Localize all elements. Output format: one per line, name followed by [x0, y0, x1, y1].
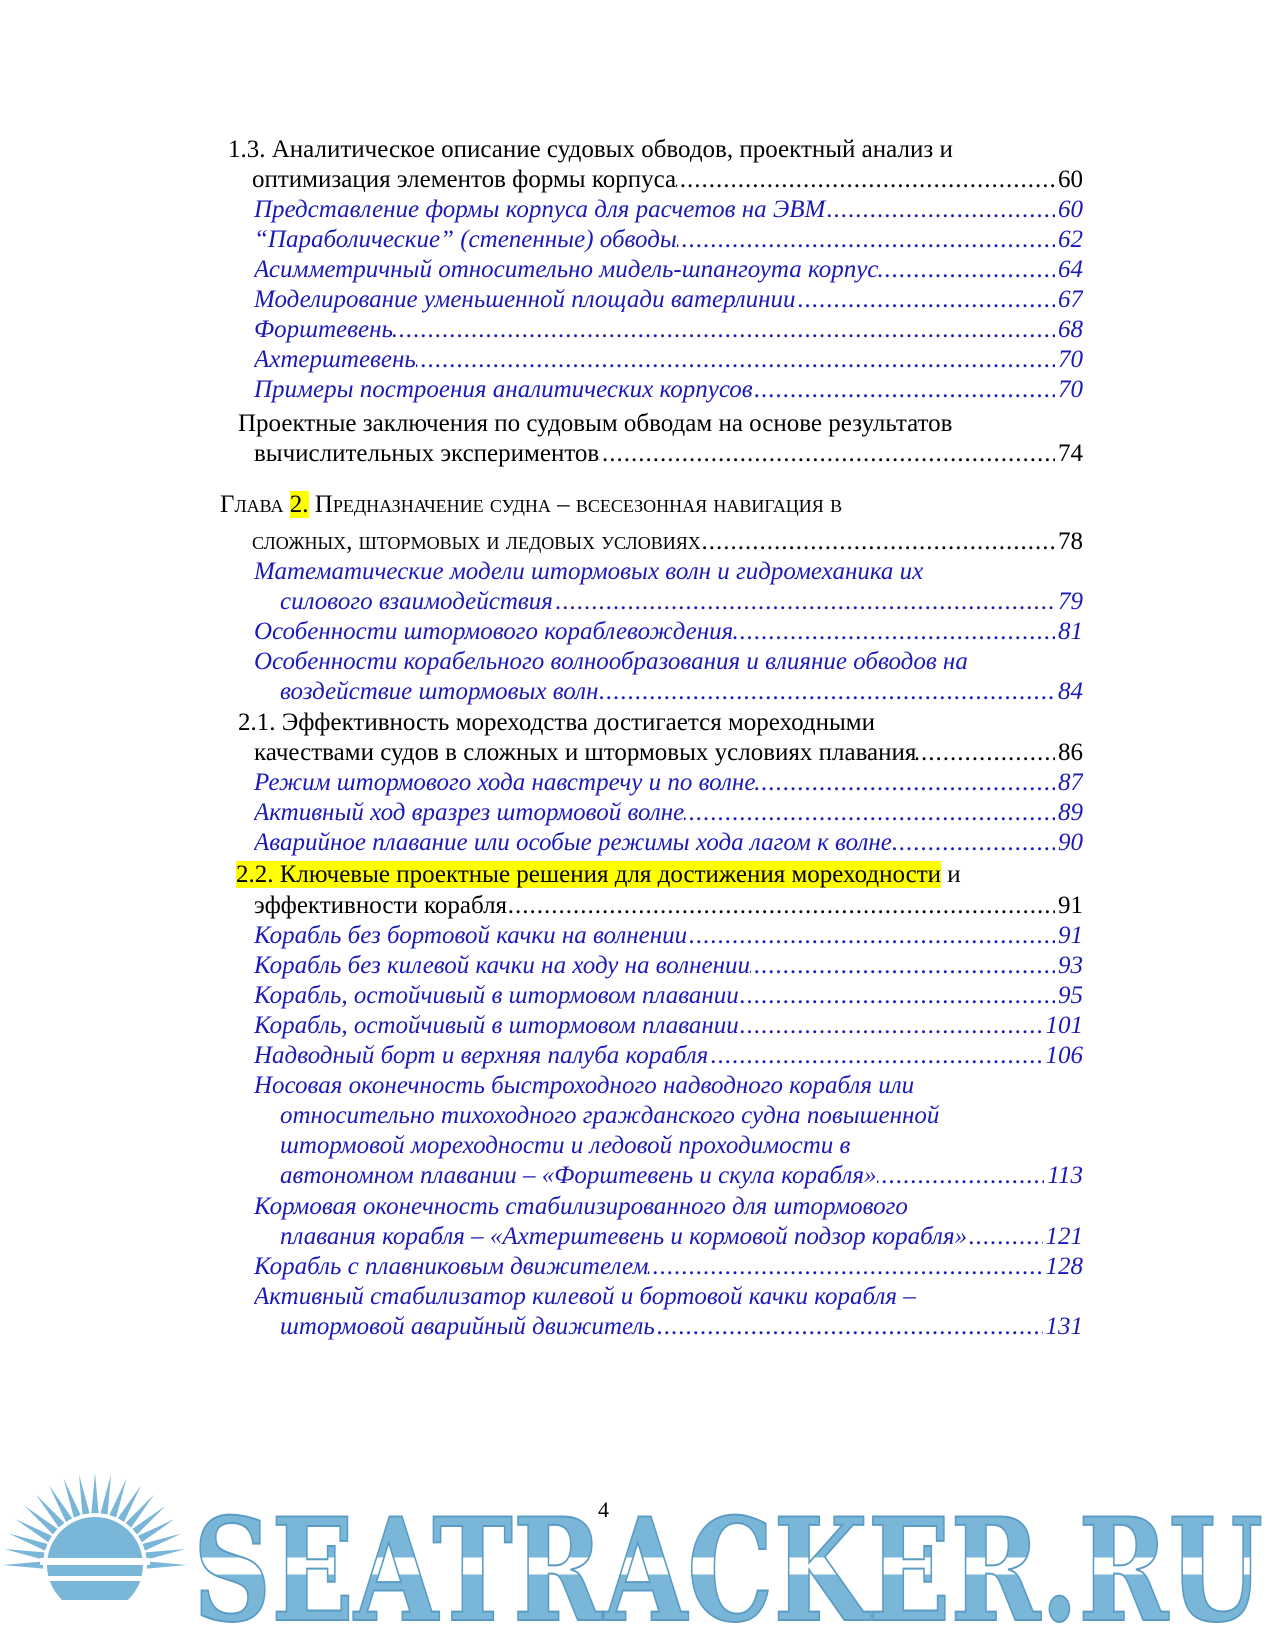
- chapter-title-initial: П: [314, 491, 333, 518]
- toc-entry[interactable]: [254, 1251, 1083, 1283]
- toc-entry[interactable]: [254, 254, 1083, 286]
- toc-entry-title: штормовой аварийный движитель: [280, 1313, 655, 1340]
- toc-entry[interactable]: [254, 284, 1083, 316]
- toc-entry-title: “Параболические” (степенные) обводы: [254, 226, 677, 253]
- toc-entry[interactable]: [254, 950, 1083, 982]
- toc-page-number: 67: [1055, 284, 1083, 316]
- toc-entry-title: качествами судов в сложных и штормовых условиях плавания: [254, 739, 917, 766]
- toc-page-number: 60: [1055, 194, 1083, 226]
- toc-entry-title: штормовой мореходности и ледовой проходимости в: [280, 1132, 851, 1159]
- toc-entry[interactable]: [254, 224, 1083, 256]
- sun-ray: [3, 1561, 43, 1568]
- toc-entry-title: Корабль без килевой качки на ходу на волнении: [254, 952, 750, 979]
- toc-entry[interactable]: [254, 767, 1083, 799]
- toc-page-number: 68: [1055, 314, 1083, 346]
- toc-entry-title: автономном плавании – «Форштевень и скула корабля»: [280, 1162, 877, 1189]
- toc-page-number: 106: [1043, 1040, 1084, 1072]
- toc-entry[interactable]: [254, 344, 1083, 376]
- page-number: 4: [598, 1497, 609, 1522]
- toc-entry[interactable]: [280, 676, 1083, 708]
- toc-entry[interactable]: [280, 1160, 1083, 1192]
- highlighted-section-title: 2.2. Ключевые проектные решения для достижения мореходности: [236, 861, 942, 888]
- seatracker-watermark: [0, 1440, 1275, 1650]
- toc-page-number: 95: [1055, 980, 1083, 1012]
- toc-entry-title: Носовая оконечность быстроходного надводного корабля или: [254, 1072, 915, 1099]
- toc-entry[interactable]: [238, 408, 1083, 440]
- toc-entry[interactable]: [254, 1070, 1083, 1102]
- toc-page-number: 78: [1055, 526, 1083, 558]
- toc-entry-title: Корабль, остойчивый в штормовом плавании: [254, 1012, 739, 1039]
- toc-entry[interactable]: [254, 1281, 1083, 1313]
- toc-page-number: 91: [1055, 890, 1083, 922]
- toc-page-number: 62: [1055, 224, 1083, 256]
- toc-page-number: 101: [1043, 1010, 1084, 1042]
- toc-entry-title: [220, 491, 842, 518]
- toc-entry-title: Примеры построения аналитических корпусов: [254, 376, 753, 403]
- toc-entry-title: Режим штормового хода навстречу и по волне: [254, 769, 756, 796]
- toc-page-number: 89: [1055, 797, 1083, 829]
- toc-entry[interactable]: [280, 1100, 1083, 1132]
- toc-page-number: 91: [1055, 920, 1083, 952]
- toc-entry-title: Надводный борт и верхняя палуба корабля: [254, 1042, 709, 1069]
- toc-entry[interactable]: [254, 1191, 1083, 1223]
- toc-page-number: 70: [1055, 344, 1083, 376]
- toc-entry[interactable]: [236, 859, 1083, 891]
- sun-ray: [100, 1474, 111, 1514]
- sun-ray: [145, 1549, 185, 1560]
- toc-entry-title: Асимметричный относительно мидель-шпангоута корпус: [254, 256, 879, 283]
- toc-entry[interactable]: [280, 1311, 1083, 1343]
- toc-page-number: 84: [1055, 676, 1083, 708]
- toc-entry-title: плавания корабля – «Ахтерштевень и кормовой подзор корабля»: [280, 1223, 968, 1250]
- sun-ray: [79, 1474, 90, 1514]
- toc-entry[interactable]: [254, 980, 1083, 1012]
- toc-entry[interactable]: [254, 1010, 1083, 1042]
- toc-entry-title: Активный ход вразрез штормовой волне: [254, 799, 685, 826]
- watermark-text: SEATRACKER.RU: [193, 1488, 1263, 1650]
- toc-entry[interactable]: [254, 827, 1083, 859]
- toc-page-number: 64: [1055, 254, 1083, 286]
- toc-entry[interactable]: [254, 890, 1083, 922]
- sun-ray: [126, 1495, 155, 1528]
- toc-page-number: 128: [1043, 1251, 1084, 1283]
- toc-page-number: 90: [1055, 827, 1083, 859]
- toc-entry-title: Математические модели штормовых волн и гидромеханика их: [254, 558, 924, 585]
- sun-ray: [36, 1495, 65, 1528]
- toc-entry[interactable]: [254, 616, 1083, 648]
- toc-entry-title: Активный стабилизатор килевой и бортовой качки корабля –: [254, 1283, 916, 1310]
- toc-page-number: 79: [1055, 586, 1083, 618]
- toc-page-number: 70: [1055, 374, 1083, 406]
- section-title-rest: и: [941, 861, 961, 888]
- toc-entry[interactable]: [254, 646, 1083, 678]
- toc-entry[interactable]: [254, 314, 1083, 346]
- toc-entry-title: эффективности корабля: [254, 892, 508, 919]
- toc-page-number: 60: [1055, 164, 1083, 196]
- toc-entry-title: сложных, штормовых и ледовых условиях: [252, 528, 701, 555]
- toc-entry[interactable]: [254, 438, 1083, 470]
- toc-entry-title: силового взаимодействия: [280, 588, 553, 615]
- toc-page-number: 86: [1055, 737, 1083, 769]
- toc-entry-title: вычислительных экспериментов: [254, 440, 600, 467]
- toc-entry-title: Особенности корабельного волнообразования и влияние обводов на: [254, 648, 968, 675]
- toc-page-number: 121: [1043, 1221, 1084, 1253]
- sun-logo-icon: [0, 1473, 190, 1650]
- sun-ray: [132, 1506, 165, 1535]
- sun-ray: [147, 1561, 187, 1568]
- chapter-label: Глава: [220, 491, 284, 518]
- sun-ray: [25, 1506, 58, 1535]
- toc-entry-title: 1.3. Аналитическое описание судовых обводов, проектный анализ и: [228, 136, 953, 163]
- toc-entry[interactable]: [280, 1221, 1083, 1253]
- toc-entry-title: Форштевень: [254, 316, 393, 343]
- toc-entry-title: Проектные заключения по судовым обводам на основе результатов: [238, 410, 953, 437]
- toc-entry-title: Особенности штормового кораблевождения: [254, 618, 734, 645]
- toc-entry-title: Корабль с плавниковым движителем: [254, 1253, 649, 1280]
- toc-entry[interactable]: [254, 737, 1083, 769]
- toc-entry[interactable]: [280, 1130, 1083, 1162]
- toc-page-number: 131: [1043, 1311, 1084, 1343]
- toc-entry[interactable]: [220, 489, 1083, 521]
- chapter-title: редназначение судна – всесезонная навигация в: [332, 491, 843, 518]
- toc-entry[interactable]: [254, 374, 1083, 406]
- toc-page-number: 81: [1055, 616, 1083, 648]
- toc-entry-title: оптимизация элементов формы корпуса: [252, 166, 677, 193]
- toc-entry-title: Представление формы корпуса для расчетов на ЭВМ: [254, 196, 826, 223]
- toc-page-number: 113: [1044, 1160, 1083, 1192]
- toc-page-number: 93: [1055, 950, 1083, 982]
- toc-entry[interactable]: [238, 707, 1083, 739]
- toc-entry-title: [236, 861, 961, 888]
- toc-entry[interactable]: [280, 586, 1083, 618]
- toc-entry-title: Корабль без бортовой качки на волнении: [254, 922, 688, 949]
- toc-entry[interactable]: [252, 164, 1083, 196]
- toc-page-number: 87: [1055, 767, 1083, 799]
- toc-entry[interactable]: [254, 920, 1083, 952]
- toc-entry[interactable]: [252, 526, 1083, 558]
- sun-ray: [4, 1549, 44, 1560]
- toc-entry[interactable]: [254, 194, 1083, 226]
- toc-entry[interactable]: [254, 1040, 1083, 1072]
- toc-entry-title: относительно тихоходного гражданского судна повышенной: [280, 1102, 940, 1129]
- chapter-number: 2.: [289, 491, 309, 518]
- toc-entry-title: Моделирование уменьшенной площади ватерлинии: [254, 286, 796, 313]
- toc-entry-title: Корабль, остойчивый в штормовом плавании: [254, 982, 739, 1009]
- toc-entry-title: Ахтерштевень: [254, 346, 416, 373]
- toc-entry-title: Аварийное плавание или особые режимы хода лагом к волне: [254, 829, 892, 856]
- toc-entry[interactable]: [254, 797, 1083, 829]
- sun-ray: [91, 1473, 98, 1513]
- toc-entry[interactable]: [254, 556, 1083, 588]
- toc-page-number: 74: [1055, 438, 1083, 470]
- toc-entry[interactable]: [228, 134, 1083, 166]
- toc-entry-title: Кормовая оконечность стабилизированного для штормового: [254, 1193, 908, 1220]
- toc-entry-title: 2.1. Эффективность мореходства достигается мореходными: [238, 709, 875, 736]
- toc-entry-title: воздействие штормовых волн: [280, 678, 599, 705]
